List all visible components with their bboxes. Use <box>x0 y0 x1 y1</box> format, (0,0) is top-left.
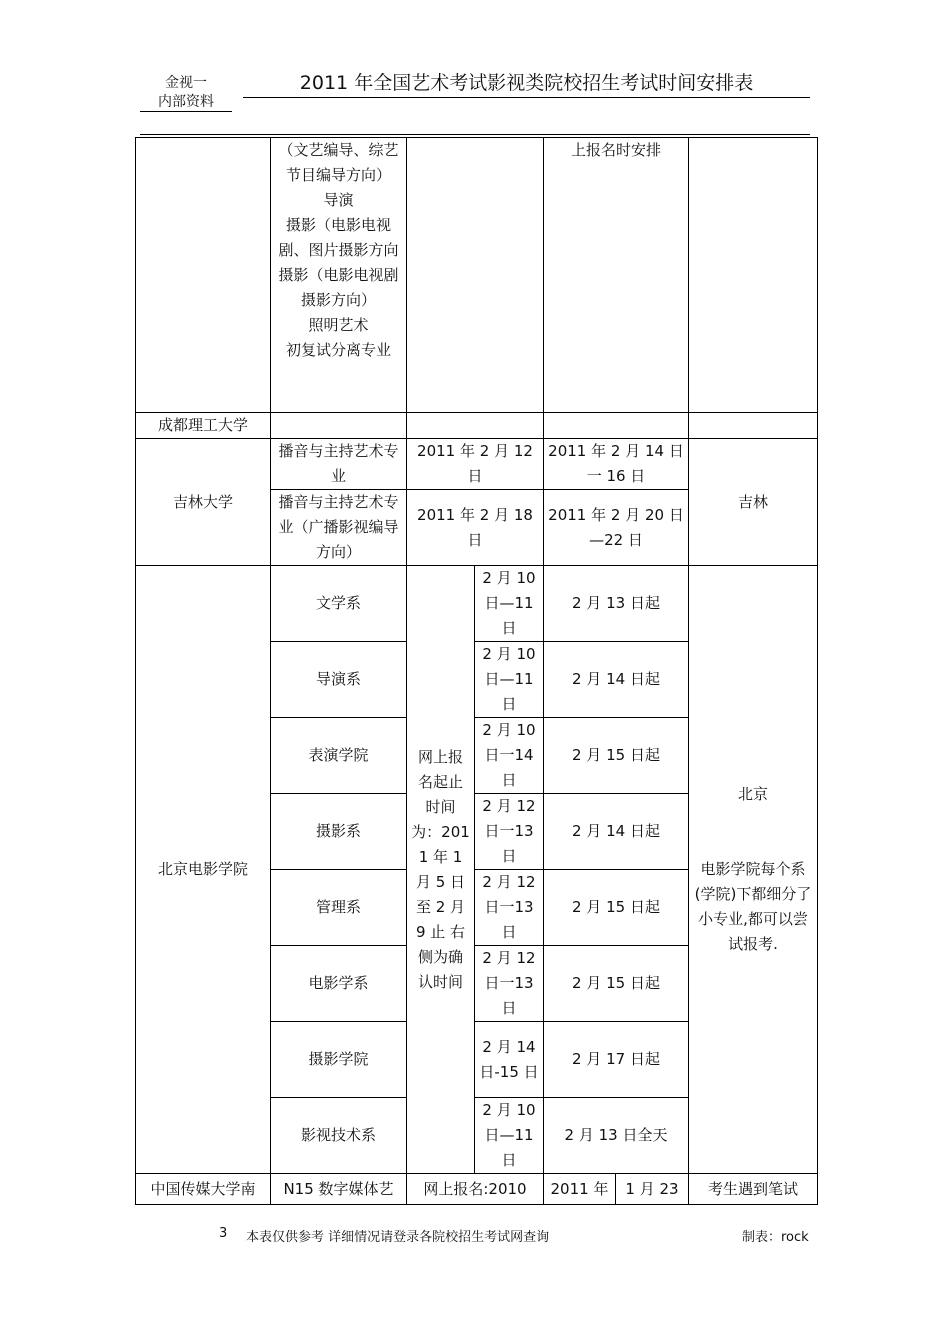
brand-subtitle: 内部资料 <box>158 94 214 110</box>
location-label: 北京 <box>738 785 769 803</box>
footer-maker: 制表：rock <box>742 1230 809 1245</box>
exam-time-cell: 2011 年 <box>544 1174 616 1205</box>
confirm-time-cell: 2 月 10 日—11 日 <box>475 1098 544 1174</box>
page-number: 3 <box>219 1226 228 1241</box>
table-row <box>136 566 818 642</box>
exam-time-cell: 2011 年 2 月 20 日—22 日 <box>544 490 689 566</box>
brand-name: 金视一 <box>165 75 207 91</box>
major-cell: N15 数字媒体艺 <box>271 1174 407 1205</box>
exam-time-cell: 2 月 14 日起 <box>544 642 689 718</box>
exam-time-cell: 2 月 15 日起 <box>544 870 689 946</box>
department-cell: 摄影学院 <box>271 1022 407 1098</box>
department-cell: 表演学院 <box>271 718 407 794</box>
table-row <box>136 1174 818 1205</box>
exam-time-cell: 2 月 14 日起 <box>544 794 689 870</box>
brand-block <box>140 74 232 112</box>
exam-time-cell: 2011 年 2 月 14 日一 16 日 <box>544 439 689 490</box>
exam-time-cell: 2 月 15 日起 <box>544 718 689 794</box>
note-cell: 考生遇到笔试 <box>689 1174 818 1205</box>
title-underline <box>243 97 810 98</box>
major-cell: 播音与主持艺术专业（广播影视编导方向） <box>271 490 407 566</box>
confirm-time-cell: 2 月 12 日一13 日 <box>475 794 544 870</box>
table-row <box>136 138 818 413</box>
confirm-time-cell: 2 月 10 日—11 日 <box>475 642 544 718</box>
exam-time-cell-b: 1 月 23 <box>616 1174 689 1205</box>
department-cell: 电影学系 <box>271 946 407 1022</box>
major-cell: 播音与主持艺术专业 <box>271 439 407 490</box>
exam-time-cell: 上报名时安排 <box>544 138 689 413</box>
location-cell: 吉林 <box>689 439 818 566</box>
department-cell: 文学系 <box>271 566 407 642</box>
major-cell: （文艺编导、综艺节目编导方向） 导演 摄影（电影电视剧、图片摄影方向 摄影（电影电视剧摄影方向） 照明艺术 初复试分离专业 <box>271 138 407 413</box>
footer-note: 本表仅供参考 详细情况请登录各院校招生考试网查询 <box>246 1230 550 1245</box>
exam-time-cell <box>544 413 689 439</box>
location-note-cell <box>689 566 818 1174</box>
school-cell: 吉林大学 <box>136 439 271 566</box>
school-cell: 中国传媒大学南 <box>136 1174 271 1205</box>
confirm-time-cell: 2 月 12 日一13 日 <box>475 946 544 1022</box>
exam-time-cell: 2 月 17 日起 <box>544 1022 689 1098</box>
page-title: 2011 年全国艺术考试影视类院校招生考试时间安排表 <box>299 72 754 94</box>
school-cell: 北京电影学院 <box>136 566 271 1174</box>
department-cell: 摄影系 <box>271 794 407 870</box>
schedule-table <box>135 137 818 1205</box>
registration-cell: 2011 年 2 月 12 日 <box>407 439 544 490</box>
department-cell: 导演系 <box>271 642 407 718</box>
online-registration-cell: 网上报名起止时间为：2011 年 1 月 5 日至 2 月 9 止 右侧为确认时间 <box>407 566 475 1174</box>
department-note: 电影学院每个系(学院)下都细分了小专业,都可以尝试报考. <box>694 860 812 953</box>
confirm-time-cell: 2 月 12 日一13 日 <box>475 870 544 946</box>
confirm-time-cell: 2 月 14 日-15 日 <box>475 1022 544 1098</box>
exam-time-cell: 2 月 15 日起 <box>544 946 689 1022</box>
exam-time-cell: 2 月 13 日起 <box>544 566 689 642</box>
header-divider <box>140 134 810 135</box>
school-cell: 成都理工大学 <box>136 413 271 439</box>
table-row <box>136 439 818 490</box>
major-cell <box>271 413 407 439</box>
registration-cell <box>407 413 544 439</box>
school-cell <box>136 138 271 413</box>
confirm-time-cell: 2 月 10 日—11 日 <box>475 566 544 642</box>
confirm-time-cell: 2 月 10 日一14 日 <box>475 718 544 794</box>
location-cell <box>689 138 818 413</box>
registration-cell: 2011 年 2 月 18 日 <box>407 490 544 566</box>
exam-time-cell: 2 月 13 日全天 <box>544 1098 689 1174</box>
department-cell: 影视技术系 <box>271 1098 407 1174</box>
table-row <box>136 413 818 439</box>
location-cell <box>689 413 818 439</box>
brand-underline <box>140 111 232 112</box>
registration-cell <box>407 138 544 413</box>
registration-cell: 网上报名:2010 <box>407 1174 544 1205</box>
department-cell: 管理系 <box>271 870 407 946</box>
